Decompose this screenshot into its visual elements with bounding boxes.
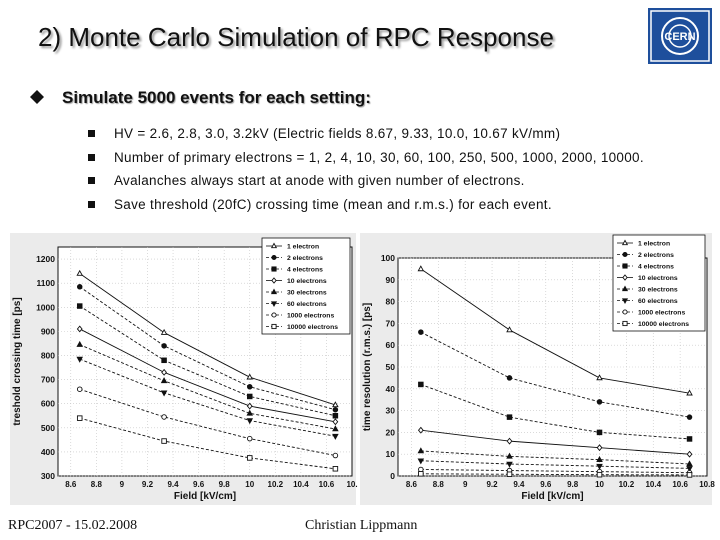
data-point	[687, 473, 692, 478]
data-point	[247, 436, 252, 441]
x-tick-label: 8.6	[405, 480, 417, 489]
legend-marker	[272, 267, 276, 271]
x-tick-label: 10.4	[293, 480, 309, 489]
x-tick-label: 9	[119, 480, 125, 489]
data-point	[597, 400, 602, 405]
legend-marker	[623, 264, 627, 268]
data-point	[162, 415, 167, 420]
data-point	[507, 472, 512, 477]
legend-label: 1000 electrons	[638, 309, 686, 317]
data-point	[333, 413, 338, 418]
legend-label: 10 electrons	[287, 278, 327, 285]
x-tick-label: 10.6	[672, 480, 688, 489]
data-point	[597, 430, 602, 435]
legend-label: 4 electrons	[638, 263, 674, 271]
y-tick-label: 500	[40, 422, 55, 433]
y-tick-label: 60	[385, 340, 395, 351]
sub-bullet-text: HV = 2.6, 2.8, 3.0, 3.2kV (Electric fields 8.67, 9.33, 10.0, 10.67 kV/mm)	[114, 126, 561, 141]
main-bullet-text: Simulate 5000 events for each setting:	[62, 88, 371, 107]
square-bullet-icon	[88, 130, 95, 137]
data-point	[247, 456, 252, 461]
data-point	[507, 415, 512, 420]
x-tick-label: 10.8	[699, 480, 715, 489]
x-tick-label: 8.8	[432, 480, 444, 489]
legend-label: 1000 electrons	[287, 312, 335, 320]
legend-box	[262, 238, 350, 334]
sub-bullet-item	[88, 126, 644, 150]
data-point	[687, 437, 692, 442]
y-tick-label: 50	[385, 362, 395, 372]
legend-label: 60 electrons	[287, 301, 327, 308]
legend-label: 60 electrons	[638, 298, 678, 305]
y-tick-label: 700	[40, 374, 55, 385]
x-tick-label: 9.2	[486, 480, 498, 489]
sub-bullet-text: Avalanches always start at anode with given number of electrons.	[114, 173, 525, 188]
legend-label: 10000 electrons	[638, 321, 690, 328]
y-tick-label: 30	[385, 405, 395, 416]
legend-label: 1 electron	[287, 243, 320, 251]
legend-label: 1 electron	[638, 240, 671, 248]
x-tick-label: 9.4	[513, 480, 525, 489]
legend-marker	[623, 252, 627, 256]
slide-title: 2) Monte Carlo Simulation of RPC Response	[38, 22, 554, 52]
data-point	[247, 385, 252, 390]
data-point	[419, 472, 424, 477]
y-tick-label: 20	[385, 427, 395, 438]
data-point	[247, 394, 252, 399]
y-tick-label: 40	[385, 383, 395, 394]
data-point	[77, 304, 82, 309]
x-tick-label: 8.6	[65, 480, 77, 489]
square-bullet-icon	[88, 177, 95, 184]
y-tick-label: 900	[40, 326, 55, 337]
square-bullet-icon	[88, 201, 95, 208]
y-tick-label: 1000	[36, 302, 55, 313]
x-tick-label: 9.4	[167, 480, 179, 489]
x-tick-label: 10	[595, 480, 604, 489]
y-tick-label: 300	[40, 471, 55, 481]
x-tick-label: 9.8	[218, 480, 230, 489]
data-point	[77, 416, 82, 421]
y-tick-label: 1200	[36, 254, 55, 265]
data-point	[77, 284, 82, 289]
legend-marker	[623, 310, 627, 314]
legend-label: 30 electrons	[638, 286, 678, 294]
y-tick-label: 100	[380, 253, 395, 263]
data-point	[419, 330, 424, 335]
cern-logo-text: CERN	[664, 31, 696, 43]
x-tick-label: 10.2	[267, 480, 284, 489]
x-tick-label: 10	[245, 480, 255, 489]
x-axis-label: Field [kV/cm]	[173, 491, 237, 502]
square-bullet-icon	[88, 154, 95, 161]
x-tick-label: 10.4	[645, 480, 662, 489]
data-point	[333, 453, 338, 458]
legend-label: 2 electrons	[638, 252, 674, 259]
legend-label: 2 electrons	[287, 255, 323, 262]
data-point	[162, 344, 167, 349]
y-tick-label: 800	[40, 350, 55, 361]
y-axis-label: time resolution (r.m.s.) [ps]	[362, 302, 373, 432]
footer-event-date: RPC2007 - 15.02.2008	[8, 518, 138, 533]
sub-bullet-text: Save threshold (20fC) crossing time (mean and r.m.s.) for each event.	[114, 196, 552, 212]
legend-label: 30 electrons	[287, 289, 327, 297]
data-point	[333, 466, 338, 471]
legend-marker	[272, 324, 276, 328]
data-point	[597, 472, 602, 477]
x-tick-label: 9	[462, 480, 468, 489]
diamond-bullet-icon	[30, 90, 44, 104]
data-point	[507, 376, 512, 381]
legend-marker	[272, 313, 276, 317]
x-tick-label: 9.6	[540, 480, 552, 489]
data-point	[419, 382, 424, 387]
legend-box	[613, 235, 705, 331]
y-tick-label: 0	[390, 471, 395, 481]
y-tick-label: 1100	[36, 278, 55, 289]
y-tick-label: 400	[40, 446, 55, 457]
legend	[613, 235, 705, 331]
crossing-time-chart	[10, 233, 356, 505]
x-tick-label: 10.6	[318, 480, 335, 489]
y-tick-label: 80	[385, 296, 395, 307]
x-tick-label: 10.	[346, 480, 358, 489]
sub-bullet-item	[88, 150, 644, 174]
legend-label: 4 electrons	[287, 266, 323, 274]
x-axis-label: Field [kV/cm]	[521, 491, 584, 502]
x-tick-label: 8.8	[90, 480, 102, 489]
sub-bullet-text: Number of primary electrons = 1, 2, 4, 10, 30, 60, 100, 250, 500, 1000, 2000, 10000.	[114, 149, 644, 165]
x-tick-label: 9.6	[193, 480, 205, 489]
y-axis-label: treshold crossing time [ps]	[12, 297, 23, 426]
data-point	[162, 358, 167, 363]
legend-label: 10000 electrons	[287, 324, 339, 331]
data-point	[687, 415, 692, 420]
sub-bullet-item	[88, 173, 644, 197]
x-tick-label: 10.2	[618, 480, 635, 489]
data-point	[333, 407, 338, 412]
data-point	[77, 387, 82, 392]
time-resolution-chart	[360, 233, 715, 505]
legend-marker	[272, 255, 276, 259]
legend-marker	[623, 321, 627, 325]
sub-bullet-list	[88, 126, 644, 220]
y-tick-label: 70	[385, 318, 395, 329]
y-tick-label: 600	[40, 398, 55, 409]
data-point	[162, 439, 167, 444]
cern-logo	[648, 8, 712, 64]
x-tick-label: 9.8	[567, 480, 579, 489]
y-tick-label: 90	[385, 274, 395, 285]
legend	[262, 238, 350, 334]
legend-label: 10 electrons	[638, 275, 678, 282]
footer-author: Christian Lippmann	[305, 518, 418, 533]
y-tick-label: 10	[385, 449, 395, 460]
x-tick-label: 9.2	[141, 480, 154, 489]
sub-bullet-item	[88, 197, 644, 221]
